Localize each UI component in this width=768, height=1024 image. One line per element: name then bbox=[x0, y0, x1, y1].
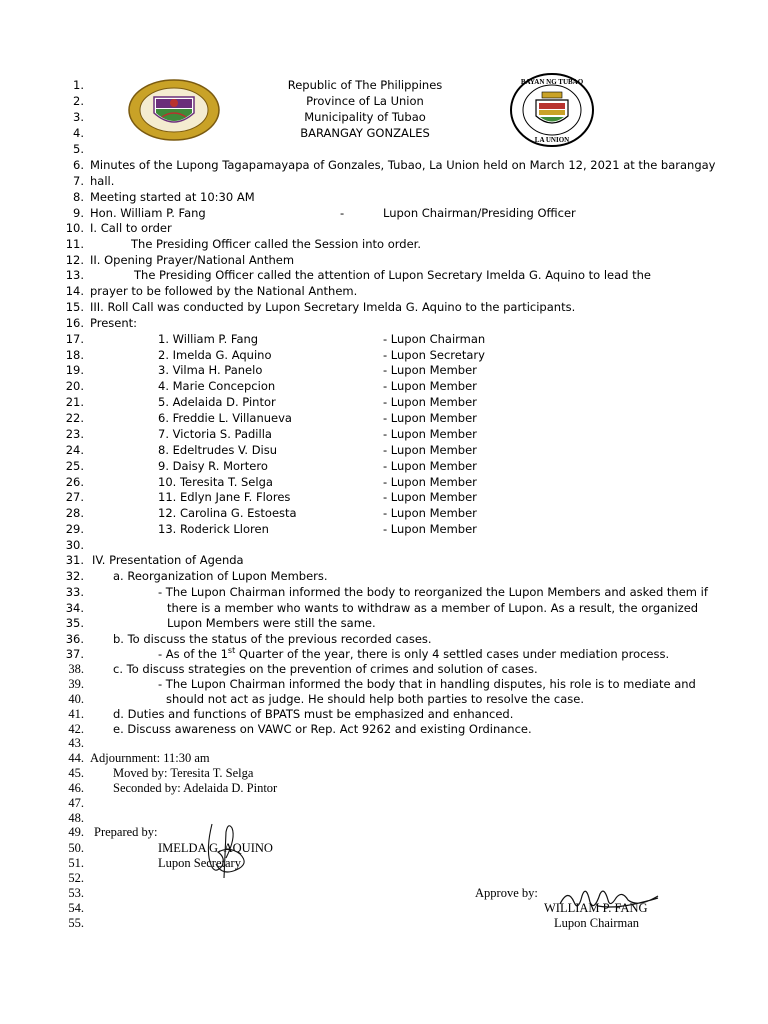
line-number: 30. bbox=[65, 538, 84, 552]
opening-prayer-text-cont: prayer to be followed by the National Anthem. bbox=[90, 284, 358, 298]
minutes-intro-cont: hall. bbox=[90, 174, 115, 188]
agenda-item-b: b. To discuss the status of the previous recorded cases. bbox=[113, 632, 432, 646]
secretary-title: Lupon Secretary bbox=[158, 856, 241, 870]
line-number: 9. bbox=[73, 206, 84, 220]
line-number: 22. bbox=[65, 411, 84, 425]
section-call-to-order: I. Call to order bbox=[90, 221, 172, 235]
present-member-role: - Lupon Chairman bbox=[383, 332, 486, 346]
present-member-name: 9. Daisy R. Mortero bbox=[158, 459, 268, 473]
moved-by: Moved by: Teresita T. Selga bbox=[113, 766, 254, 780]
present-member-name: 10. Teresita T. Selga bbox=[158, 475, 273, 489]
line-number: 46. bbox=[68, 781, 84, 795]
line-number: 52. bbox=[68, 871, 84, 885]
present-member-name: 1. William P. Fang bbox=[158, 332, 259, 346]
agenda-item-c: c. To discuss strategies on the prevention of crimes and solution of cases. bbox=[113, 662, 538, 676]
line-number: 29. bbox=[65, 522, 84, 536]
right-seal-top-text: BAYAN NG TUBAO bbox=[520, 78, 584, 86]
line-number: 6. bbox=[73, 158, 84, 172]
header-barangay: BARANGAY GONZALES bbox=[300, 126, 430, 140]
line-number: 34. bbox=[65, 601, 84, 615]
line-number: 47. bbox=[68, 796, 84, 810]
line-number: 49. bbox=[68, 825, 84, 839]
chairman-signature bbox=[558, 882, 662, 916]
presiding-officer-dash: - bbox=[340, 206, 345, 220]
line-number: 7. bbox=[73, 174, 84, 188]
line-number: 55. bbox=[68, 916, 84, 930]
present-member-name: 6. Freddie L. Villanueva bbox=[158, 411, 292, 425]
line-number: 1. bbox=[73, 78, 84, 92]
line-number: 24. bbox=[65, 443, 84, 457]
present-member-name: 3. Vilma H. Panelo bbox=[158, 363, 263, 377]
chairman-title: Lupon Chairman bbox=[554, 916, 640, 930]
line-number: 5. bbox=[73, 142, 84, 156]
bayan-ng-tubao-seal bbox=[509, 72, 595, 148]
line-number: 37. bbox=[65, 647, 84, 661]
agenda-item-c-detail-2: should not act as judge. He should help both parties to resolve the case. bbox=[166, 692, 585, 706]
agenda-item-a-detail-2: there is a member who wants to withdraw as a member of Lupon. As a result, the organized bbox=[167, 601, 699, 615]
line-number: 40. bbox=[68, 692, 84, 706]
line-number: 32. bbox=[65, 569, 84, 583]
prepared-by-label: Prepared by: bbox=[94, 825, 158, 839]
present-member-role: - Lupon Secretary bbox=[383, 348, 485, 362]
present-member-role: - Lupon Member bbox=[383, 522, 477, 536]
line-number: 19. bbox=[65, 363, 84, 377]
line-number: 50. bbox=[68, 841, 84, 855]
line-number: 21. bbox=[65, 395, 84, 409]
section-roll-call: III. Roll Call was conducted by Lupon Secretary Imelda G. Aquino to the participants. bbox=[90, 300, 576, 314]
barangay-gonzales-seal bbox=[128, 79, 220, 141]
right-seal-bottom-text: LA UNION bbox=[534, 136, 570, 144]
line-number: 2. bbox=[73, 94, 84, 108]
present-member-name: 8. Edeltrudes V. Disu bbox=[158, 443, 278, 457]
present-member-name: 7. Victoria S. Padilla bbox=[158, 427, 272, 441]
agenda-item-e: e. Discuss awareness on VAWC or Rep. Act 9262 and existing Ordinance. bbox=[113, 722, 532, 736]
present-member-role: - Lupon Member bbox=[383, 506, 477, 520]
minutes-intro: Minutes of the Lupong Tagapamayapa of Gonzales, Tubao, La Union held on March 12, 2021 at the barangay bbox=[90, 158, 716, 172]
line-number: 51. bbox=[68, 856, 84, 870]
present-member-role: - Lupon Member bbox=[383, 490, 477, 504]
present-member-role: - Lupon Member bbox=[383, 411, 477, 425]
agenda-item-c-detail: - The Lupon Chairman informed the body that in handling disputes, his role is to mediate and bbox=[158, 677, 696, 691]
present-member-role: - Lupon Member bbox=[383, 475, 477, 489]
present-member-name: 5. Adelaida D. Pintor bbox=[158, 395, 276, 409]
seconded-by: Seconded by: Adelaida D. Pintor bbox=[113, 781, 278, 795]
present-member-name: 4. Marie Concepcion bbox=[158, 379, 276, 393]
line-number: 48. bbox=[68, 811, 84, 825]
header-province: Province of La Union bbox=[306, 94, 424, 108]
line-number: 36. bbox=[65, 632, 84, 646]
present-member-name: 12. Carolina G. Estoesta bbox=[158, 506, 297, 520]
line-number: 25. bbox=[65, 459, 84, 473]
line-number: 13. bbox=[65, 268, 84, 282]
line-number: 39. bbox=[68, 677, 84, 691]
agenda-item-d: d. Duties and functions of BPATS must be emphasized and enhanced. bbox=[113, 707, 514, 721]
present-label: Present: bbox=[90, 316, 138, 330]
line-number: 31. bbox=[65, 553, 84, 567]
presiding-officer-role: Lupon Chairman/Presiding Officer bbox=[383, 206, 576, 220]
approve-by-label: Approve by: bbox=[475, 886, 538, 900]
secretary-name: IMELDA G. AQUINO bbox=[158, 841, 273, 855]
line-number: 16. bbox=[65, 316, 84, 330]
header-municipality: Municipality of Tubao bbox=[304, 110, 426, 124]
line-number: 44. bbox=[68, 751, 84, 765]
line-number: 54. bbox=[68, 901, 84, 915]
present-member-role: - Lupon Member bbox=[383, 459, 477, 473]
section-opening-prayer: II. Opening Prayer/National Anthem bbox=[90, 253, 295, 267]
line-number: 15. bbox=[65, 300, 84, 314]
line-number: 8. bbox=[73, 190, 84, 204]
line-number: 4. bbox=[73, 126, 84, 140]
line-number: 12. bbox=[65, 253, 84, 267]
present-member-name: 11. Edlyn Jane F. Flores bbox=[158, 490, 291, 504]
agenda-item-a-detail-3: Lupon Members were still the same. bbox=[167, 616, 376, 630]
agenda-item-a-detail: - The Lupon Chairman informed the body to reorganized the Lupon Members and asked them if bbox=[158, 585, 708, 599]
present-member-role: - Lupon Member bbox=[383, 395, 477, 409]
line-number: 27. bbox=[65, 490, 84, 504]
present-member-role: - Lupon Member bbox=[383, 363, 477, 377]
line-number: 53. bbox=[68, 886, 84, 900]
line-number: 20. bbox=[65, 379, 84, 393]
line-number: 41. bbox=[68, 707, 84, 721]
chairman-name: WILLIAM P. FANG bbox=[544, 901, 648, 915]
line-number: 35. bbox=[65, 616, 84, 630]
line-number: 17. bbox=[65, 332, 84, 346]
secretary-signature bbox=[196, 818, 260, 882]
line-number: 26. bbox=[65, 475, 84, 489]
agenda-item-b-detail: - As of the 1st Quarter of the year, there is only 4 settled cases under mediation process. bbox=[158, 646, 670, 661]
line-number: 33. bbox=[65, 585, 84, 599]
header-republic: Republic of The Philippines bbox=[287, 78, 443, 92]
present-member-name: 2. Imelda G. Aquino bbox=[158, 348, 272, 362]
adjournment: Adjournment: 11:30 am bbox=[90, 751, 210, 765]
line-number: 10. bbox=[65, 221, 84, 235]
line-number: 45. bbox=[68, 766, 84, 780]
line-number: 3. bbox=[73, 110, 84, 124]
line-number: 11. bbox=[65, 237, 84, 251]
line-number: 38. bbox=[68, 662, 84, 676]
present-member-name: 13. Roderick Lloren bbox=[158, 522, 269, 536]
present-member-role: - Lupon Member bbox=[383, 379, 477, 393]
meeting-start: Meeting started at 10:30 AM bbox=[90, 190, 255, 204]
line-number: 23. bbox=[65, 427, 84, 441]
presiding-officer-name: Hon. William P. Fang bbox=[90, 206, 206, 220]
present-member-role: - Lupon Member bbox=[383, 427, 477, 441]
line-number: 18. bbox=[65, 348, 84, 362]
line-number: 14. bbox=[65, 284, 84, 298]
call-to-order-text: The Presiding Officer called the Session into order. bbox=[131, 237, 422, 251]
present-member-role: - Lupon Member bbox=[383, 443, 477, 457]
line-number: 42. bbox=[68, 722, 84, 736]
opening-prayer-text: The Presiding Officer called the attention of Lupon Secretary Imelda G. Aquino to lead the bbox=[134, 268, 652, 282]
line-number: 28. bbox=[65, 506, 84, 520]
agenda-item-a: a. Reorganization of Lupon Members. bbox=[113, 569, 328, 583]
section-agenda: IV. Presentation of Agenda bbox=[92, 553, 244, 567]
line-number: 43. bbox=[68, 736, 84, 750]
